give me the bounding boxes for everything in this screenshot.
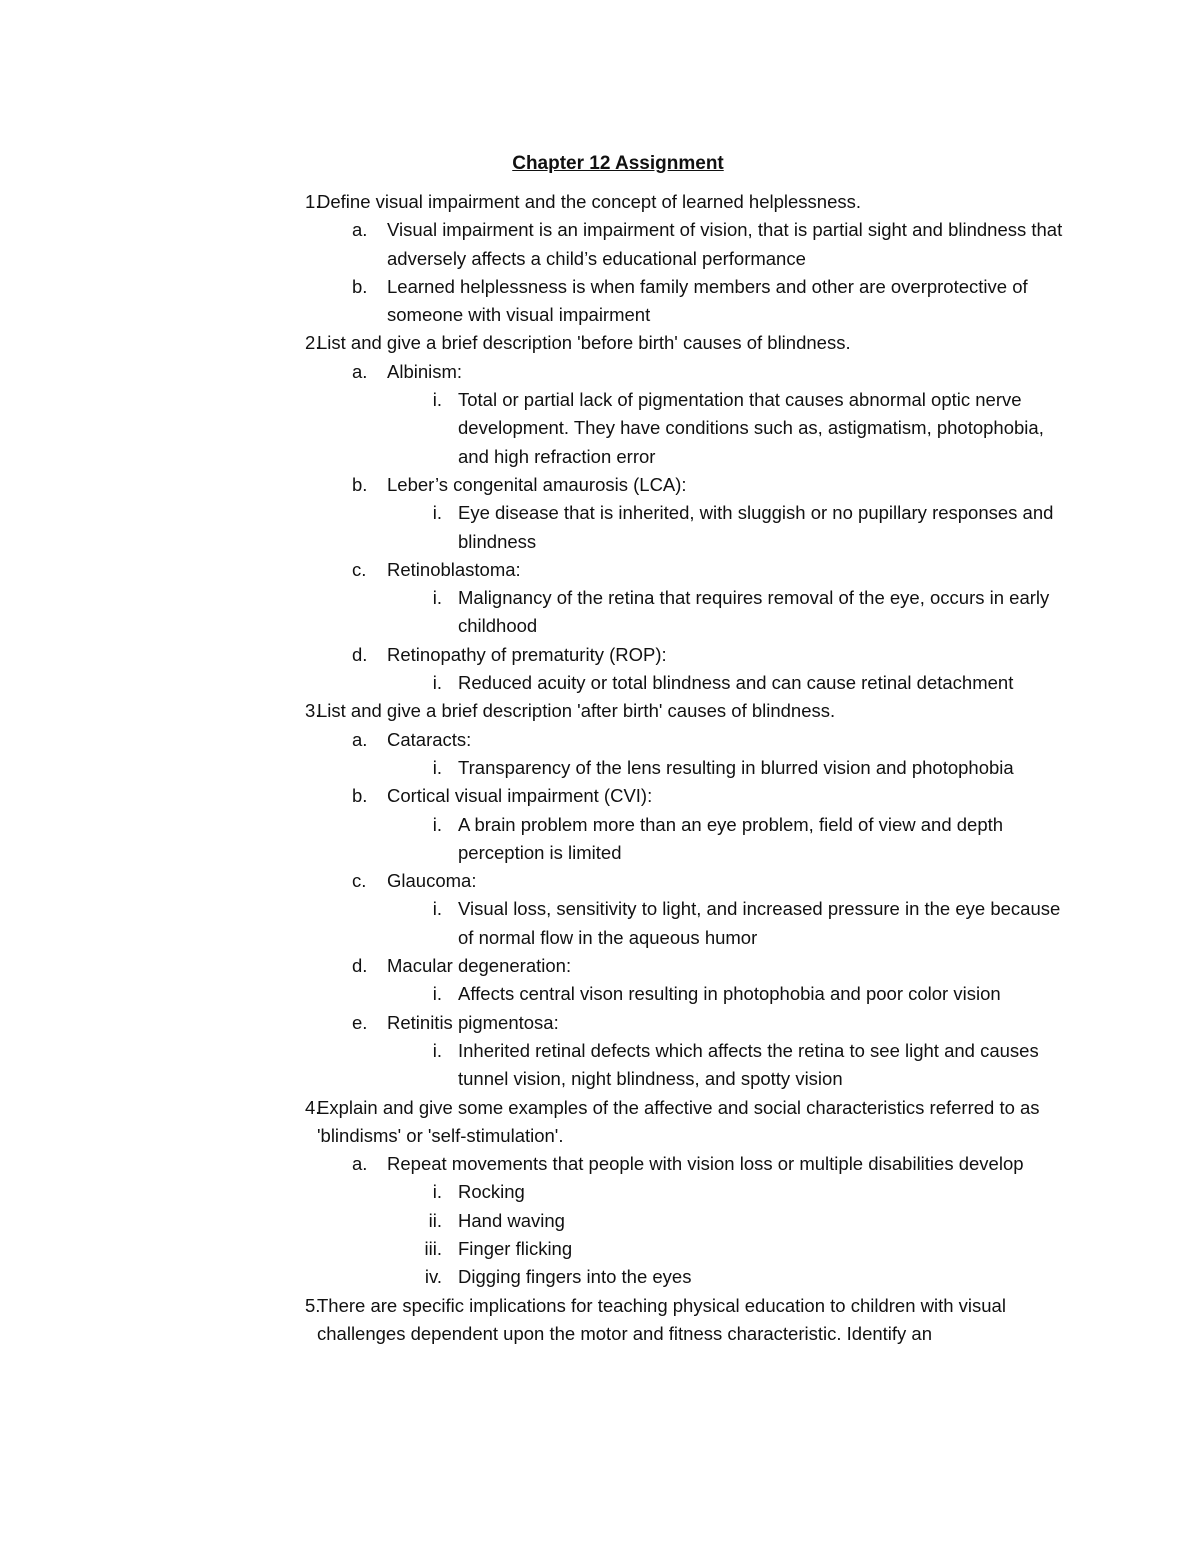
answer-2c-i bbox=[0, 584, 1200, 641]
answer-text: Repeat movements that people with vision loss or multiple disabilities develop bbox=[387, 1153, 1024, 1175]
sub-answer-text: Finger flicking bbox=[458, 1237, 573, 1259]
answer-marker: c. bbox=[352, 558, 367, 580]
sub-answer-text: Total or partial lack of pigmentation that causes abnormal optic nerve development. They have conditions such as, astigmatism, photophobia, and high refraction error bbox=[458, 389, 1044, 467]
sub-answer-text: Transparency of the lens resulting in blurred vision and photophobia bbox=[458, 756, 1014, 778]
answer-3b-i bbox=[0, 811, 1200, 868]
answer-marker: d. bbox=[352, 955, 368, 977]
answer-text: Retinopathy of prematurity (ROP): bbox=[387, 643, 667, 665]
answer-3d-i bbox=[0, 980, 1200, 1008]
sub-answer-marker: i. bbox=[432, 1039, 442, 1061]
answer-4a-iv bbox=[0, 1263, 1200, 1291]
answer-1a bbox=[0, 216, 1200, 273]
question-list bbox=[0, 188, 1200, 1348]
answer-text: Retinoblastoma: bbox=[387, 558, 521, 580]
answer-2b bbox=[0, 471, 1200, 499]
answer-3a bbox=[0, 726, 1200, 754]
answer-2b-i bbox=[0, 499, 1200, 556]
answer-text: Learned helplessness is when family members and other are overprotective of someone with visual impairment bbox=[387, 275, 1028, 326]
question-3: 3. List and give a brief description 'after birth' causes of blindness. bbox=[0, 697, 1200, 725]
question-5: 5. There are specific implications for teaching physical education to children with visual challenges dependent upon the motor and fitness characteristic. Identify an bbox=[0, 1292, 1200, 1349]
sub-answer-text: Hand waving bbox=[458, 1209, 565, 1231]
sub-answer-marker: iii. bbox=[424, 1237, 442, 1259]
answer-3e-i bbox=[0, 1037, 1200, 1094]
answer-4a bbox=[0, 1150, 1200, 1178]
answer-text: Cortical visual impairment (CVI): bbox=[387, 785, 653, 807]
sub-answer-marker: i. bbox=[432, 587, 442, 609]
answer-2a-i bbox=[0, 386, 1200, 471]
sub-answer-marker: iv. bbox=[424, 1266, 442, 1288]
question-2: 2. List and give a brief description 'before birth' causes of blindness. bbox=[0, 329, 1200, 357]
answer-text: Visual impairment is an impairment of vision, that is partial sight and blindness that adversely affects a child’s educational performance bbox=[387, 219, 1063, 269]
answer-text: Macular degeneration: bbox=[387, 955, 572, 977]
sub-answer-text: Rocking bbox=[458, 1181, 525, 1203]
answer-4a-i bbox=[0, 1178, 1200, 1206]
sub-answer-marker: i. bbox=[432, 672, 442, 694]
sub-answer-text: Digging fingers into the eyes bbox=[458, 1266, 692, 1288]
answer-marker: e. bbox=[352, 1011, 368, 1033]
answer-2d bbox=[0, 641, 1200, 669]
answer-marker: d. bbox=[352, 643, 368, 665]
answer-3a-i bbox=[0, 754, 1200, 782]
answer-marker: a. bbox=[352, 728, 368, 750]
answer-4a-ii bbox=[0, 1207, 1200, 1235]
question-text: Explain and give some examples of the affective and social characteristics referred to as 'blindisms' or 'self-stimulation'. bbox=[317, 1096, 1040, 1146]
document-title: Chapter 12 Assignment bbox=[512, 153, 724, 174]
question-text: List and give a brief description 'before birth' causes of blindness. bbox=[317, 332, 851, 354]
sub-answer-text: Malignancy of the retina that requires removal of the eye, occurs in early childhood bbox=[458, 587, 1050, 637]
answer-text: Albinism: bbox=[387, 360, 463, 382]
sub-answer-text: Inherited retinal defects which affects the retina to see light and causes tunnel vision, night blindness, and spotty vision bbox=[458, 1039, 1039, 1090]
answer-marker: a. bbox=[352, 1153, 368, 1175]
answer-2d-i bbox=[0, 669, 1200, 697]
answer-2c bbox=[0, 556, 1200, 584]
answer-2a bbox=[0, 358, 1200, 386]
question-4: 4. Explain and give some examples of the affective and social characteristics referred to as 'blindisms' or 'self-stimulation'. bbox=[0, 1094, 1200, 1151]
sub-answer-marker: ii. bbox=[428, 1209, 442, 1231]
answer-1b bbox=[0, 273, 1200, 330]
sub-answer-text: Reduced acuity or total blindness and can cause retinal detachment bbox=[458, 672, 1014, 694]
answer-text: Cataracts: bbox=[387, 728, 472, 750]
sub-answer-marker: i. bbox=[432, 983, 442, 1005]
question-text: There are specific implications for teaching physical education to children with visual challenges dependent upon the motor and fitness characteristic. Identify an bbox=[317, 1294, 1006, 1344]
sub-answer-marker: i. bbox=[432, 898, 442, 920]
sub-answer-marker: i. bbox=[432, 502, 442, 524]
sub-answer-text: Visual loss, sensitivity to light, and increased pressure in the eye because of normal flow in the aqueous humor bbox=[458, 898, 1061, 948]
answer-marker: b. bbox=[352, 275, 368, 297]
sub-answer-text: A brain problem more than an eye problem, field of view and depth perception is limited bbox=[458, 813, 1004, 863]
sub-answer-marker: i. bbox=[432, 1181, 442, 1203]
question-text: List and give a brief description 'after birth' causes of blindness. bbox=[317, 700, 836, 722]
answer-marker: b. bbox=[352, 473, 368, 495]
sub-answer-text: Affects central vison resulting in photophobia and poor color vision bbox=[458, 983, 1001, 1005]
answer-3c bbox=[0, 867, 1200, 895]
answer-text: Glaucoma: bbox=[387, 870, 477, 892]
question-1: 1. Define visual impairment and the concept of learned helplessness. bbox=[0, 188, 1200, 216]
answer-marker: a. bbox=[352, 360, 368, 382]
answer-3c-i bbox=[0, 895, 1200, 952]
sub-answer-marker: i. bbox=[432, 389, 442, 411]
answer-4a-iii bbox=[0, 1235, 1200, 1263]
answer-marker: c. bbox=[352, 870, 367, 892]
answer-text: Retinitis pigmentosa: bbox=[387, 1011, 559, 1033]
sub-answer-text: Eye disease that is inherited, with sluggish or no pupillary responses and blindness bbox=[458, 502, 1054, 552]
question-text: Define visual impairment and the concept of learned helplessness. bbox=[317, 191, 862, 212]
answer-text: Leber’s congenital amaurosis (LCA): bbox=[387, 473, 687, 495]
answer-3d bbox=[0, 952, 1200, 980]
sub-answer-marker: i. bbox=[432, 756, 442, 778]
answer-marker: b. bbox=[352, 785, 368, 807]
answer-3e bbox=[0, 1009, 1200, 1037]
sub-answer-marker: i. bbox=[432, 813, 442, 835]
answer-marker: a. bbox=[352, 219, 368, 241]
answer-3b bbox=[0, 782, 1200, 810]
